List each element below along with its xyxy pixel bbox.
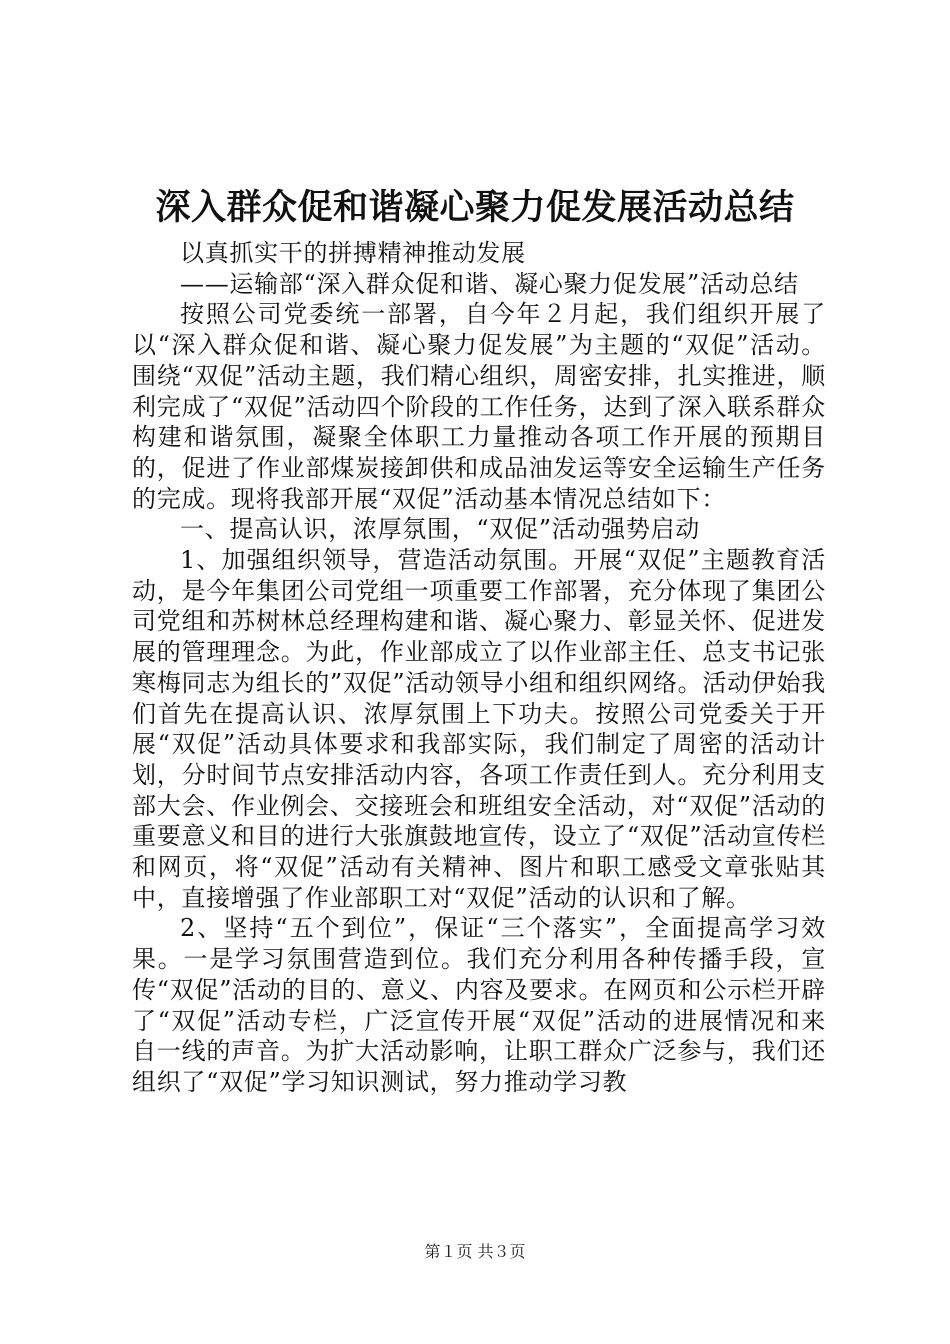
paragraph-item-1: 1、加强组织领导，营造活动氛围。开展“双促”主题教育活动，是今年集团公司党组一项重要工作部署，充分体现了集团公司党组和苏树林总经理构建和谐、凝心聚力、彰显关怀、促进发展的管理理念。为此，作业部成立了以作业部主任、总支书记张寒梅同志为组长的”双促”活动领导小组和组织网络。活动伊始我们首先在提高认识、浓厚氛围上下功夫。按照公司党委关于开展“双促”活动具体要求和我部实际，我们制定了周密的活动计划，分时间节点安排活动内容，各项工作责任到人。充分利用支部大会、作业例会、交接班会和班组安全活动，对“双促”活动的重要意义和目的进行大张旗鼓地宣传，设立了“双促”活动宣传栏和网页，将“双促”活动有关精神、图片和职工感受文章张贴其中，直接增强了作业部职工对“双促”活动的认识和了解。: [132, 546, 826, 912]
page-number-footer: 第１页 共３页: [424, 1242, 526, 1261]
subtitle-line: 以真抓实干的拼搏精神推动发展: [180, 239, 526, 267]
document-body: [132, 238, 826, 1098]
section-heading-1: 一、提高认识，浓厚氛围，“双促”活动强势启动: [180, 515, 700, 544]
subtitle-department-line: ——运输部“深入群众促和谐、凝心聚力促发展”活动总结: [180, 269, 799, 298]
paragraph-item-2: 2、坚持“五个到位”，保证“三个落实”，全面提高学习效果。一是学习氛围营造到位。我们充分利用各种传播手段，宣传“双促”活动的目的、意义、内容及要求。在网页和公示栏开辟了“双促”活动专栏，广泛宣传开展“双促”活动的进展情况和来自一线的声音。为扩大活动影响，让职工群众广泛参与，我们还组织了“双促”学习知识测试，努力推动学习教: [132, 914, 826, 1096]
document-title: 深入群众促和谐凝心聚力促发展活动总结: [155, 187, 795, 228]
intro-paragraph: 按照公司党委统一部署，自今年２月起，我们组织开展了以“深入群众促和谐、凝心聚力促发展”为主题的“双促”活动。围绕“双促”活动主题，我们精心组织，周密安排，扎实推进，顺利完成了“双促”活动四个阶段的工作任务，达到了深入联系群众构建和谐氛围，凝聚全体职工力量推动各项工作开展的预期目的，促进了作业部煤炭接卸供和成品油发运等安全运输生产任务的完成。现将我部开展“双促”活动基本情况总结如下：: [132, 300, 826, 513]
